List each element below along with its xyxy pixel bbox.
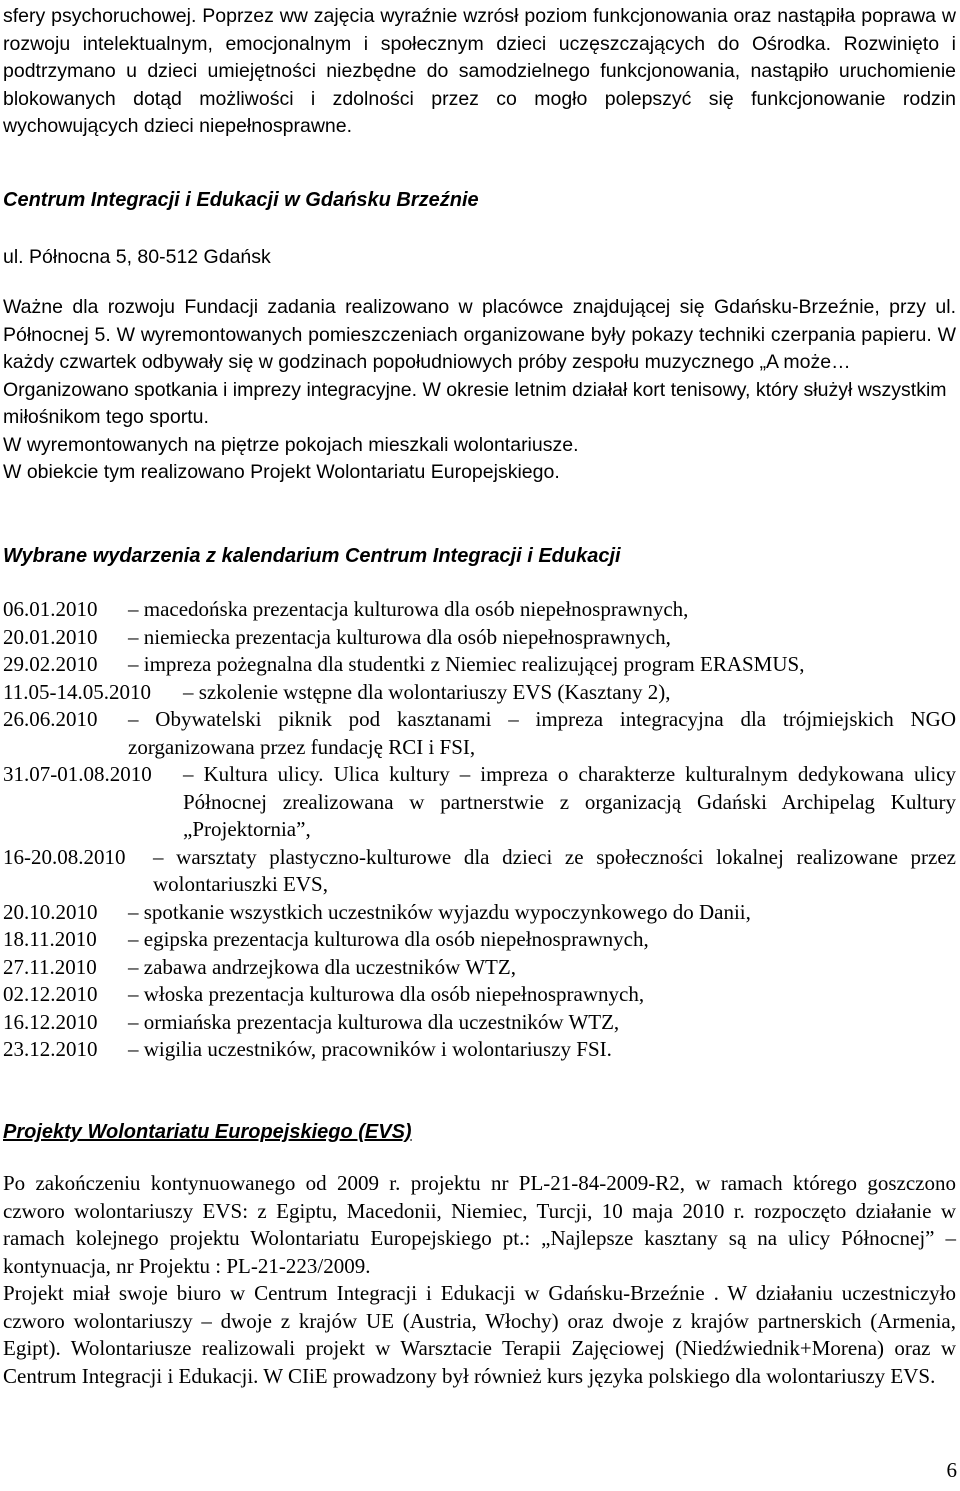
kalendarium-heading: Wybrane wydarzenia z kalendarium Centrum Integracji i Edukacji (3, 545, 621, 567)
event-date: 20.10.2010 (3, 899, 98, 924)
event-text: – włoska prezentacja kulturowa dla osób niepełnosprawnych, (128, 982, 645, 1006)
centrum-line: W obiekcie tym realizowano Projekt Wolontariatu Europejskiego. (3, 461, 560, 483)
event-text: – spotkanie wszystkich uczestników wyjazdu wypoczynkowego do Danii, (128, 899, 751, 924)
list-item (3, 844, 956, 899)
event-date: 16.12.2010 (3, 1009, 98, 1034)
event-text: – macedońska prezentacja kulturowa dla osób niepełnosprawnych, (128, 597, 689, 621)
event-date: 26.06.2010 (3, 707, 98, 731)
event-text: – Obywatelski piknik pod kasztanami – impreza integracyjna dla trójmiejskich NGO zorganizowana przez fundację RCI i FSI, (128, 707, 956, 759)
event-text: – warsztaty plastyczno-kulturowe dla dzieci ze społeczności lokalnej realizowane przez wolontariuszki EVS, (153, 844, 956, 896)
centrum-paragraph: Ważne dla rozwoju Fundacji zadania realizowano w placówce znajdującej się Gdańsku-Brzeźnie, przy ul. Północnej 5. W wyremontowanych pomieszczeniach organizowane były pokazy techniki czerpania papieru. W każdy czwartek odbywały się w godzinach popołudniowych próby zespołu muzycznego „A może… (3, 296, 956, 373)
event-text: – szkolenie wstępne dla wolontariuszy EVS (Kasztany 2), (183, 679, 671, 704)
event-date: 06.01.2010 (3, 597, 98, 621)
event-date: 20.01.2010 (3, 624, 98, 649)
event-text: – ormiańska prezentacja kulturowa dla uczestników WTZ, (128, 1009, 620, 1034)
list-item (3, 761, 956, 844)
list-item (3, 624, 956, 652)
centrum-heading: Centrum Integracji i Edukacji w Gdańsku Brzeźnie (3, 189, 479, 211)
centrum-section (3, 294, 956, 487)
list-item (3, 679, 956, 707)
list-item (3, 651, 956, 679)
event-date: 23.12.2010 (3, 1037, 98, 1061)
centrum-line: W wyremontowanych na piętrze pokojach mieszkali wolontariusze. (3, 433, 579, 456)
event-date: 27.11.2010 (3, 954, 97, 979)
event-date: 18.11.2010 (3, 927, 97, 951)
events-list (3, 596, 956, 1064)
event-date: 16-20.08.2010 (3, 844, 126, 869)
list-item (3, 926, 956, 954)
event-text: – impreza pożegnalna dla studentki z Niemiec realizującej program ERASMUS, (128, 652, 805, 676)
centrum-address: ul. Północna 5, 80-512 Gdańsk (3, 246, 271, 268)
event-date: 02.12.2010 (3, 982, 98, 1006)
event-text: – niemiecka prezentacja kulturowa dla osób niepełnosprawnych, (128, 624, 671, 649)
list-item (3, 706, 956, 761)
event-date: 11.05-14.05.2010 (3, 679, 151, 704)
list-item (3, 954, 956, 982)
event-text: – wigilia uczestników, pracowników i wolontariuszy FSI. (128, 1037, 612, 1061)
evs-paragraph: Po zakończeniu kontynuowanego od 2009 r. projektu nr PL-21-84-2009-R2, w ramach którego goszczono czworo wolontariuszy EVS: z Egiptu, Macedonii, Niemiec, Turcji, 10 maja 2010 r. rozpoczęto działanie w ramach kolejnego projektu Wolontariatu Europejskiego pt.: „Najlepsze kasztany są na ulicy Północnej” – kontynuacja, nr Projektu : PL-21-223/2009. (3, 1171, 956, 1278)
list-item (3, 1009, 956, 1037)
evs-paragraph: Projekt miał swoje biuro w Centrum Integracji i Edukacji w Gdańsku-Brzeźnie . W działaniu uczestniczyło czworo wolontariuszy – dwoje z krajów UE (Austria, Włochy) oraz dwoje z krajów partnerskich (Armenia, Egipt). Wolontariusze realizowali projekt w Warsztacie Terapii Zajęciowej (Niedźwiednik+Morena) oraz w Centrum Integracji i Edukacji. W CIiE prowadzony był również kurs języka polskiego dla wolontariuszy EVS. (3, 1281, 956, 1388)
event-date: 29.02.2010 (3, 652, 98, 676)
list-item (3, 596, 956, 624)
page-number: 6 (946, 1458, 957, 1482)
list-item (3, 981, 956, 1009)
centrum-line: Organizowano spotkania i imprezy integracyjne. W okresie letnim działał kort tenisowy, który służył wszystkim miłośnikom tego sportu. (3, 378, 947, 428)
event-text: – zabawa andrzejkowa dla uczestników WTZ, (128, 954, 516, 979)
list-item (3, 899, 956, 927)
intro-paragraph: sfery psychoruchowej. Poprzez ww zajęcia wyraźnie wzrósł poziom funkcjonowania oraz nastąpiła poprawa w rozwoju intelektualnym, emocjonalnym i społecznym dzieci uczęszczających do Ośrodka. Rozwinięto i podtrzymano u dzieci umiejętności niezbędne do samodzielnego funkcjonowania, nastąpiło uruchomienie blokowanych dotąd możliwości i zdolności przez co mogło polepszyć się funkcjonowanie rodzin wychowujących dzieci niepełnosprawne. (3, 5, 956, 137)
event-text: – Kultura ulicy. Ulica kultury – impreza o charakterze kulturalnym dedykowana ulicy Północnej zrealizowana w partnerstwie z organizacją Gdański Archipelag Kultury „Projektornia”, (183, 762, 956, 841)
event-date: 31.07-01.08.2010 (3, 762, 152, 786)
evs-section (3, 1170, 956, 1390)
event-text: – egipska prezentacja kulturowa dla osób niepełnosprawnych, (128, 927, 649, 951)
evs-heading: Projekty Wolontariatu Europejskiego (EVS) (3, 1121, 412, 1143)
list-item (3, 1036, 956, 1064)
